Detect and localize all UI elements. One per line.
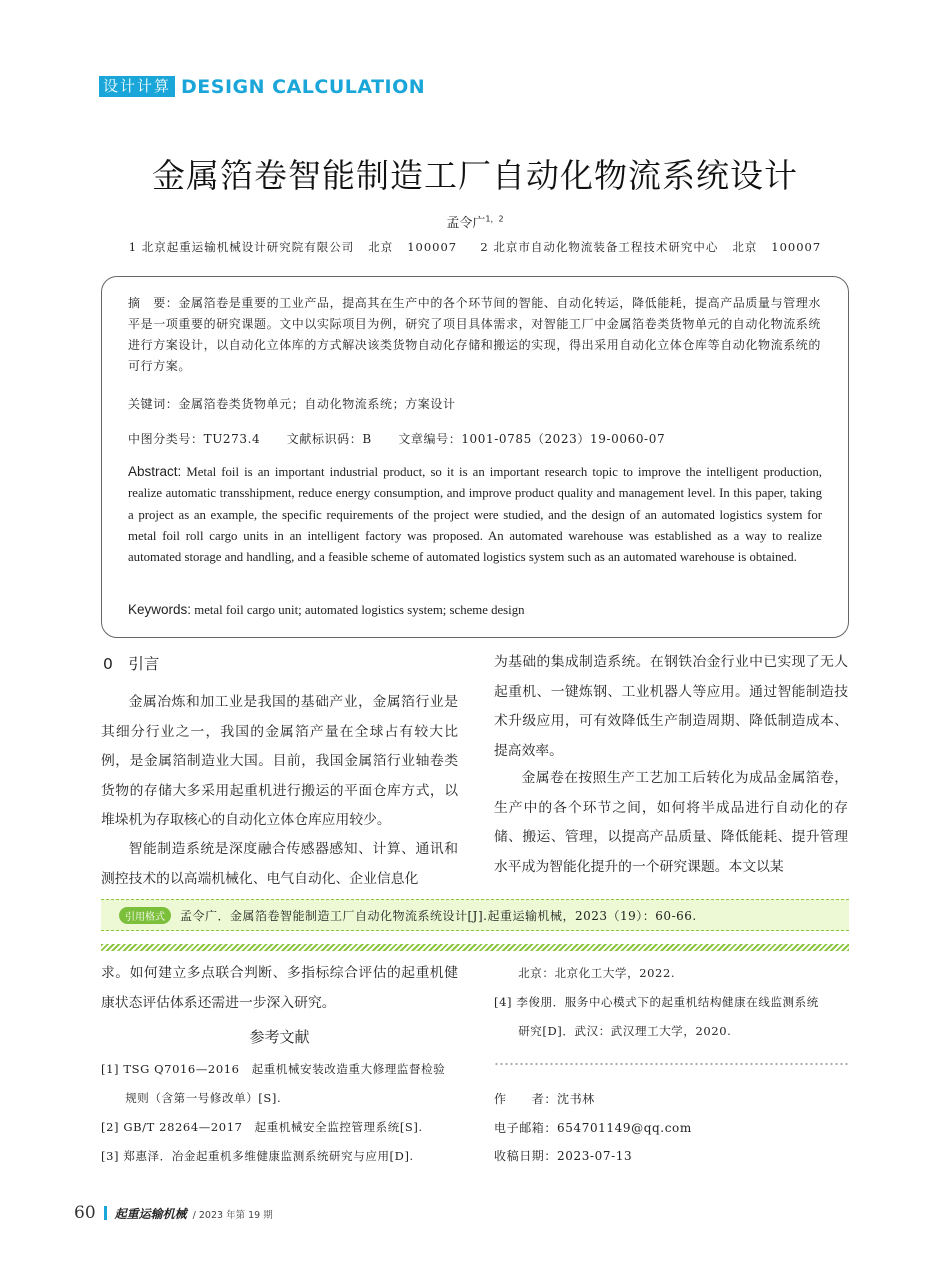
author-affil-mark: 1，2 — [485, 214, 504, 224]
references-right — [494, 959, 850, 1046]
abstract-cn — [128, 293, 822, 377]
intro-paragraph-3: 为基础的集成制造系统。在钢铁冶金行业中已实现了无人起重机、一键炼钢、工业机器人等应用。通过智能制造技术升级应用，可有效降低生产制造周期、降低制造成本、提高效率。 — [494, 654, 848, 759]
abstract-en-label: Abstract: — [128, 464, 182, 479]
section-badge — [99, 76, 425, 97]
citation-text: 孟令广．金属箔卷智能制造工厂自动化物流系统设计[J].起重运输机械，2023（19）：60-66. — [180, 908, 697, 923]
keywords-cn-text: 金属箔卷类货物单元；自动化物流系统；方案设计 — [178, 397, 456, 411]
reference-line: 北京：北京化工大学，2022. — [494, 966, 676, 980]
intro-paragraph-2: 智能制造系统是深度融合传感器感知、计算、通讯和测控技术的以高端机械化、电气自动化、企业信息化 — [101, 841, 458, 887]
keywords-en-label: Keywords: — [128, 602, 192, 617]
abstract-en-text: Metal foil is an important industrial product, so it is an important research topic to improve the intelligent production, realize automatic transshipment, reduce energy consumption, and improve product quality and management level. In this paper, taking a project as an example, the specific requirements of the project were studied, and the design of an automated logistics system for metal foil roll cargo units in an intelligent factory was proposed. An automated warehouse was established as a way to realize automated storage and handling, and a feasible scheme of automated logistics system such as an automated warehouse is obtained. — [128, 465, 822, 565]
keywords-cn-label: 关键词： — [128, 397, 179, 411]
keywords-en — [128, 599, 822, 621]
issue-info: / 2023 年第 19 期 — [192, 1210, 273, 1221]
intro-heading: 0 引言 — [103, 655, 160, 673]
author-info: 作 者：沈书林 — [494, 1092, 595, 1106]
reference-line: 研究[D]．武汉：武汉理工大学，2020. — [494, 1024, 732, 1038]
intro-paragraph-1: 金属冶炼和加工业是我国的基础产业，金属箔行业是其细分行业之一，我国的金属箔产量在全球占有较大比例，是金属箔制造业大国。目前，我国金属箔行业轴卷类货物的存储大多采用起重机进行搬运的平面仓库方式，以堆垛机为存取核心的自动化立体仓库应用较少。 — [101, 694, 458, 828]
citation-bar — [101, 899, 849, 931]
journal-name: 起重运输机械 — [114, 1207, 187, 1221]
email-info: 电子邮箱：654701149@qq.com — [494, 1121, 692, 1135]
page-footer — [74, 1203, 273, 1223]
footer-divider — [104, 1206, 107, 1220]
continued-paragraph: 求。如何建立多点联合判断、多指标综合评估的起重机健康状态评估体系还需进一步深入研究。 — [101, 965, 458, 1011]
paper-title: 金属箔卷智能制造工厂自动化物流系统设计 — [152, 156, 798, 195]
reference-line: [1] TSG Q7016—2016 起重机械安装改造重大修理监督检验 — [101, 1062, 446, 1076]
citation-tag: 引用格式 — [119, 907, 171, 924]
intro-paragraph-4: 金属卷在按照生产工艺加工后转化为成品金属箔卷，生产中的各个环节之间，如何将半成品进行自动化的存储、搬运、管理，以提高产品质量、降低能耗、提升管理水平成为智能化提升的一个研究课题。本文以某 — [494, 770, 848, 875]
keywords-cn — [128, 394, 822, 415]
abstract-en — [128, 461, 822, 568]
section-label-en: DESIGN CALCULATION — [181, 75, 426, 98]
references-left — [101, 1055, 461, 1171]
classification-line — [128, 429, 822, 450]
references-heading: 参考文献 — [249, 1028, 310, 1046]
dotted-divider — [494, 1061, 848, 1067]
document-code: 文献标识码：B — [286, 432, 372, 446]
page-number: 60 — [74, 1203, 96, 1223]
section-divider — [101, 944, 849, 951]
reference-line: 规则（含第一号修改单）[S]. — [101, 1091, 282, 1105]
affiliations: 1 北京起重运输机械设计研究院有限公司 北京 100007 2 北京市自动化物流装备工程技术研究中心 北京 100007 — [128, 240, 822, 254]
article-number: 文章编号：1001-0785（2023）19-0060-07 — [398, 432, 666, 446]
received-date: 收稿日期：2023-07-13 — [494, 1149, 633, 1163]
section-label-cn: 设计计算 — [99, 76, 175, 97]
reference-line: [4] 李俊朋．服务中心模式下的起重机结构健康在线监测系统 — [494, 995, 819, 1009]
abstract-cn-label: 摘 要： — [128, 296, 179, 310]
clc-number: 中图分类号：TU273.4 — [128, 432, 261, 446]
keywords-en-text: metal foil cargo unit; automated logistics system; scheme design — [194, 603, 525, 617]
abstract-cn-text: 金属箔卷是重要的工业产品，提高其在生产中的各个环节间的智能、自动化转运，降低能耗，提高产品质量与管理水平是一项重要的研究课题。文中以实际项目为例，研究了项目具体需求，对智能工厂中金属箔卷类货物单元的自动化物流系统进行方案设计，以自动化立体库的方式解决该类货物自动化存储和搬运的实现，得出采用自动化立体仓库等自动化物流系统的可行方案。 — [128, 296, 822, 373]
reference-line: [2] GB/T 28264—2017 起重机械安全监控管理系统[S]. — [101, 1120, 423, 1134]
reference-line: [3] 郑惠泽．冶金起重机多维健康监测系统研究与应用[D]. — [101, 1149, 414, 1163]
author-line — [0, 212, 950, 231]
author-name: 孟令广 — [446, 216, 486, 231]
